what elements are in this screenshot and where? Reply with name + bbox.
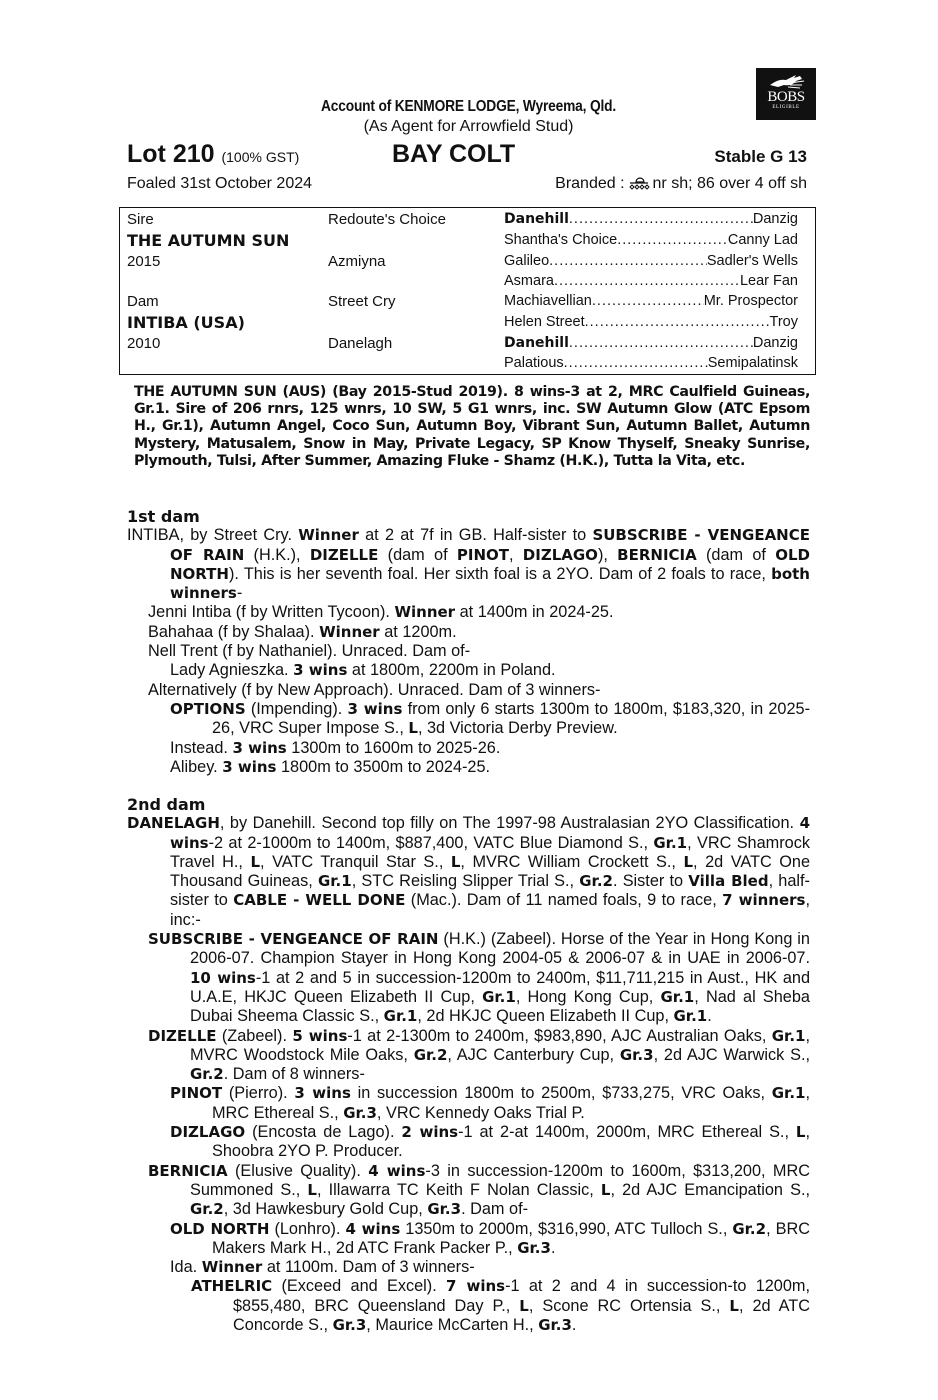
entry-text: (Lonhro).: [269, 1219, 346, 1238]
entry-text: Ida.: [170, 1258, 202, 1277]
bold-text: Winner: [319, 622, 380, 641]
bold-text: L: [795, 1123, 806, 1142]
ancestor-row: Machiavellian ..... Mr. Prospector: [504, 293, 798, 309]
entry-text: -3 in succession-1200m to 1600m, $313,200, MRC Summoned S.,: [190, 1161, 810, 1199]
bold-text: 4 wins: [170, 814, 810, 852]
second-dam-heading: 2nd dam: [127, 795, 206, 814]
entry-text: , 3d Victoria Derby Preview.: [417, 719, 618, 738]
entry-text: , half-sister to: [170, 872, 810, 910]
entry-text: -1 at 2 and 5 in succession-1200m to 2400m, $11,711,215 in Aust., HK and U.A.E, HKJC Queen Elizabeth II Cup,: [190, 968, 811, 1006]
bold-text: Gr.2: [190, 1065, 224, 1084]
entry-text: (H.K.) (Zabeel). Horse of the Year in Hong Kong in 2006-07. Champion Stayer in Hong Kong 2004-05 & 2006-07 & in UAE in 2006-07.: [190, 930, 810, 968]
entry-text: Alternatively (f by New Approach). Unraced. Dam of 3 winners-: [148, 680, 601, 699]
bold-text: DIZLAGO: [522, 545, 598, 564]
bold-text: both winners: [170, 564, 810, 603]
entry-text: , inc:-: [170, 891, 810, 929]
entry-text: , MVRC William Crockett S.,: [460, 852, 684, 871]
entry-text: , by Danehill. Second top filly on The 1997-98 Australasian 2YO Classification.: [219, 814, 800, 833]
bold-text: Gr.1: [317, 872, 352, 891]
bold-text: Gr.1: [660, 987, 695, 1006]
ancestor-row: Helen Street ..... Troy: [504, 314, 798, 330]
vendor-agent: (As Agent for Arrowfield Stud): [363, 118, 574, 135]
bold-text: BERNICIA: [617, 545, 697, 564]
entry-text: Lady Agnieszka.: [170, 661, 294, 680]
bold-text: L: [450, 852, 461, 871]
bold-text: L: [519, 1296, 529, 1315]
ancestor-row: Shantha's Choice ..... Canny Lad: [504, 232, 798, 248]
bold-text: Gr.3: [427, 1200, 462, 1219]
lot-number: [127, 140, 299, 169]
bold-text: Gr.3: [343, 1103, 377, 1122]
entry-text: at 1200m.: [379, 622, 457, 641]
entry-text: , 3d Hawkesbury Gold Cup,: [223, 1200, 428, 1219]
entry-text: , Illawarra TC Keith F Nolan Classic,: [316, 1180, 601, 1199]
entry-text: . Sister to: [612, 872, 689, 891]
vendor-account: Account of KENMORE LODGE, Wyreema, Qld.: [320, 98, 617, 115]
entry-text: (Encosta de Lago).: [245, 1123, 402, 1142]
lot-header: [127, 140, 810, 170]
entry-text: (Zabeel).: [216, 1026, 293, 1045]
bold-text: 3 wins: [293, 661, 348, 680]
pedigree-entry: [127, 739, 810, 758]
bobs-eligible-logo: [756, 68, 816, 120]
entry-text: 1800m to 3500m to 2024-25.: [276, 757, 491, 776]
entry-text: , MRC Ethereal S.,: [212, 1084, 810, 1122]
entry-text: -1 at 2-at 1400m, 2000m, MRC Ethereal S.,: [458, 1123, 796, 1142]
grandsire-maternal: Street Cry: [328, 293, 396, 310]
entry-text: 1300m to 1600m to 2025-26.: [286, 738, 501, 757]
bold-text: L: [600, 1180, 611, 1199]
bold-text: OLD NORTH: [170, 545, 810, 583]
logo-text-eligible: ELIGIBLE: [772, 105, 800, 110]
brand-info: [555, 175, 807, 193]
entry-text: INTIBA, by Street Cry.: [127, 526, 299, 545]
brand-mark-icon: [628, 176, 650, 192]
bold-text: Gr.1: [771, 1084, 806, 1103]
second-dam-section: [127, 795, 810, 1335]
pedigree-entry: [127, 1084, 810, 1123]
entry-text: , STC Reisling Slipper Trial S.,: [351, 872, 580, 891]
entry-text: Alibey.: [170, 757, 223, 776]
bold-text: Gr.2: [579, 872, 613, 891]
bold-text: DANELAGH: [127, 814, 220, 833]
first-dam-body: [127, 526, 810, 777]
entry-text: ). This is her seventh foal. Her sixth foal is a 2YO. Dam of 2 foals to race,: [228, 564, 772, 583]
bold-text: 7 winners: [722, 891, 806, 910]
bold-text: Gr.2: [732, 1219, 767, 1238]
entry-text: ),: [597, 545, 618, 564]
ancestor-row: Galileo ..... Sadler's Wells: [504, 253, 798, 269]
bold-text: 3 wins: [294, 1084, 351, 1103]
sire-year: 2015: [127, 253, 161, 270]
ancestor-row: Danehill ..... Danzig: [504, 335, 798, 351]
entry-text: , AJC Canterbury Cup,: [447, 1045, 620, 1064]
entry-text: , 2d HKJC Queen Elizabeth II Cup,: [417, 1007, 674, 1026]
entry-text: -1 at 2 and 4 in succession-to 1200m, $855,480, BRC Queensland Day P.,: [233, 1277, 811, 1315]
entry-text: (Elusive Quality).: [227, 1161, 369, 1180]
pedigree-entry: [127, 603, 810, 622]
entry-text: , Nad al Sheba Dubai Sheema Classic S.,: [190, 987, 810, 1026]
entry-text: , Shoobra 2YO P. Producer.: [212, 1123, 811, 1161]
bold-text: 5 wins: [292, 1026, 348, 1045]
entry-text: , 2d AJC Warwick S.,: [653, 1045, 810, 1064]
logo-text-bobs: BOBS: [767, 89, 805, 105]
bold-text: Gr.3: [538, 1316, 572, 1335]
entry-text: .: [707, 1007, 712, 1026]
entry-text: at 2 at 7f in GB. Half-sister to: [358, 526, 593, 545]
bold-text: ATHELRIC: [191, 1277, 273, 1296]
bold-text: 7 wins: [446, 1277, 506, 1296]
pedigree-entry: [127, 1027, 810, 1085]
pedigree-table: [119, 207, 816, 375]
bold-text: Gr.1: [771, 1026, 806, 1045]
pedigree-entry: [127, 623, 810, 642]
pedigree-entry: [127, 1258, 810, 1277]
entry-text: . Dam of-: [461, 1200, 529, 1219]
entry-text: -2 at 2-1000m to 1400m, $887,400, VATC Blue Diamond S.,: [208, 833, 654, 852]
entry-text: (Pierro).: [222, 1084, 295, 1103]
bold-text: Villa Bled: [688, 872, 769, 891]
bold-text: SUBSCRIBE - VENGEANCE OF RAIN: [170, 526, 810, 564]
bold-text: OPTIONS: [170, 699, 246, 718]
bold-text: Gr.1: [383, 1007, 418, 1026]
entry-text: , BRC Makers Mark H., 2d ATC Frank Packer P.,: [212, 1219, 810, 1257]
ancestor-row: Palatious ..... Semipalatinsk: [504, 355, 798, 371]
entry-text: (Mac.). Dam of 11 named foals, 9 to race,: [405, 891, 723, 910]
entry-text: Instead.: [170, 738, 233, 757]
ancestor-row: Danehill ..... Danzig: [504, 211, 798, 227]
bold-text: DIZLAGO: [170, 1123, 246, 1142]
first-dam-section: [127, 507, 810, 777]
bold-text: L: [729, 1296, 739, 1315]
entry-text: , Scone RC Ortensia S.,: [528, 1296, 730, 1315]
entry-text: 1350m to 2000m, $316,990, ATC Tulloch S.,: [400, 1219, 733, 1238]
entry-text: , 2d VATC One Thousand Guineas,: [170, 852, 811, 891]
bold-text: Winner: [298, 526, 359, 545]
ancestor-row: Asmara ..... Lear Fan: [504, 273, 798, 289]
entry-text: (dam of: [378, 545, 457, 564]
entry-text: Jenni Intiba (f by Written Tycoon).: [148, 603, 395, 622]
pedigree-entry: [127, 700, 810, 739]
bold-text: BERNICIA: [148, 1161, 228, 1180]
entry-text: from only 6 starts 1300m to 1800m, $183,320, in 2025-26, VRC Super Impose S.,: [212, 699, 810, 738]
sex-colour: BAY COLT: [392, 140, 516, 168]
pedigree-entry: [127, 1162, 810, 1220]
bold-text: L: [307, 1180, 317, 1199]
entry-text: (Exceed and Excel).: [272, 1277, 447, 1296]
bold-text: Gr.1: [673, 1007, 708, 1026]
entry-text: , 2d ATC Concorde S.,: [233, 1296, 810, 1335]
bold-text: OLD NORTH: [170, 1219, 270, 1238]
pedigree-entry: [127, 758, 810, 777]
entry-text: .: [571, 1316, 577, 1335]
bold-text: PINOT: [456, 545, 509, 564]
dam-label: Dam: [127, 293, 159, 310]
stable-location: Stable G 13: [714, 147, 807, 166]
entry-text: , 2d AJC Emancipation S.,: [610, 1180, 810, 1199]
pedigree-entry: [127, 661, 810, 680]
entry-text: .: [550, 1238, 556, 1257]
granddam-maternal: Danelagh: [328, 335, 393, 352]
entry-text: (dam of: [696, 545, 776, 564]
entry-text: -: [236, 584, 243, 603]
bold-text: 3 wins: [222, 757, 277, 776]
pedigree-entry: [127, 681, 810, 700]
entry-text: at 1100m. Dam of 3 winners-: [262, 1258, 475, 1277]
bold-text: L: [408, 719, 418, 738]
bold-text: 2 wins: [401, 1123, 459, 1142]
bold-text: Gr.3: [517, 1238, 551, 1257]
second-dam-body: [127, 814, 810, 1335]
pedigree-entry: [127, 814, 810, 930]
entry-text: . Dam of 8 winners-: [223, 1065, 365, 1084]
entry-text: Bahahaa (f by Shalaa).: [148, 622, 320, 641]
bold-text: DIZELLE: [309, 545, 379, 564]
bold-text: 4 wins: [345, 1219, 401, 1238]
dam-year: 2010: [127, 335, 161, 352]
first-dam-heading: 1st dam: [127, 507, 200, 526]
foaled-date: Foaled 31st October 2024: [127, 175, 313, 192]
sire-summary: THE AUTUMN SUN (AUS) (Bay 2015-Stud 2019). 8 wins-3 at 2, MRC Caulfield Guineas, Gr.1. Sire of 206 rnrs, 125 wnrs, 10 SW, 5 G1 wnrs, inc. SW Autumn Glow (ATC Epsom H., Gr.1), Autumn Angel, Coco Sun, Autumn Boy, Vibrant Sun, Autumn Ballet, Autumn Mystery, Matusalem, Snow in May, Private Legacy, SP Know Thyself, Sneaky Sunrise, Plymouth, Tulsi, After Summer, Amazing Fluke - Shamz (H.K.), Tutta la Vita, etc.: [134, 384, 810, 469]
entry-text: , Maurice McCarten H.,: [366, 1316, 539, 1335]
entry-text: -1 at 2-1300m to 2400m, $983,890, AJC Australian Oaks,: [347, 1026, 772, 1045]
granddam-paternal: Azmiyna: [328, 253, 386, 270]
bold-text: Gr.2: [190, 1200, 224, 1219]
entry-text: in succession 1800m to 2500m, $733,275, VRC Oaks,: [350, 1084, 772, 1103]
entry-text: , Hong Kong Cup,: [515, 987, 661, 1006]
bold-text: L: [683, 852, 694, 871]
lot-label: Lot 210: [127, 140, 215, 168]
pedigree-entry: [127, 642, 810, 661]
bold-text: DIZELLE: [148, 1026, 217, 1045]
bold-text: L: [250, 852, 261, 871]
bold-text: 4 wins: [368, 1161, 426, 1180]
pedigree-entry: [127, 1277, 810, 1335]
branded-text: nr sh; 86 over 4 off sh: [652, 175, 807, 192]
pedigree-entry: [127, 1220, 810, 1259]
entry-text: , MVRC Woodstock Mile Oaks,: [190, 1026, 810, 1064]
bold-text: Gr.2: [413, 1045, 448, 1064]
pedigree-entry: [127, 930, 810, 1026]
entry-text: at 1400m in 2024-25.: [455, 603, 614, 622]
bold-text: 3 wins: [347, 699, 403, 718]
bold-text: Gr.3: [619, 1045, 654, 1064]
entry-text: (Impending).: [245, 699, 348, 718]
bold-text: Winner: [394, 603, 456, 622]
bold-text: 10 wins: [190, 968, 256, 987]
bold-text: 3 wins: [232, 738, 287, 757]
dam-name: INTIBA (USA): [127, 313, 245, 332]
entry-text: at 1800m, 2200m in Poland.: [347, 661, 556, 680]
gst-note: (100% GST): [221, 149, 300, 165]
entry-text: Nell Trent (f by Nathaniel). Unraced. Dam of-: [148, 642, 471, 661]
bold-text: Gr.1: [653, 833, 688, 852]
sire-name: THE AUTUMN SUN: [127, 231, 290, 250]
bold-text: CABLE - WELL DONE: [233, 891, 406, 910]
entry-text: ,: [509, 545, 523, 564]
entry-text: , VRC Shamrock Travel H.,: [170, 833, 810, 871]
pedigree-entry: [127, 526, 810, 603]
bold-text: Gr.3: [332, 1316, 367, 1335]
bold-text: PINOT: [170, 1084, 223, 1103]
pedigree-entry: [127, 1123, 810, 1162]
entry-text: , VATC Tranquil Star S.,: [260, 852, 451, 871]
entry-text: , VRC Kennedy Oaks Trial P.: [376, 1103, 585, 1122]
sire-label: Sire: [127, 211, 154, 228]
bold-text: Gr.1: [482, 987, 516, 1006]
grandsire-paternal: Redoute's Choice: [328, 211, 446, 228]
bold-text: Winner: [201, 1258, 263, 1277]
entry-text: (H.K.),: [244, 545, 310, 564]
branded-label: Branded :: [555, 175, 625, 192]
bold-text: SUBSCRIBE - VENGEANCE OF RAIN: [148, 930, 439, 949]
